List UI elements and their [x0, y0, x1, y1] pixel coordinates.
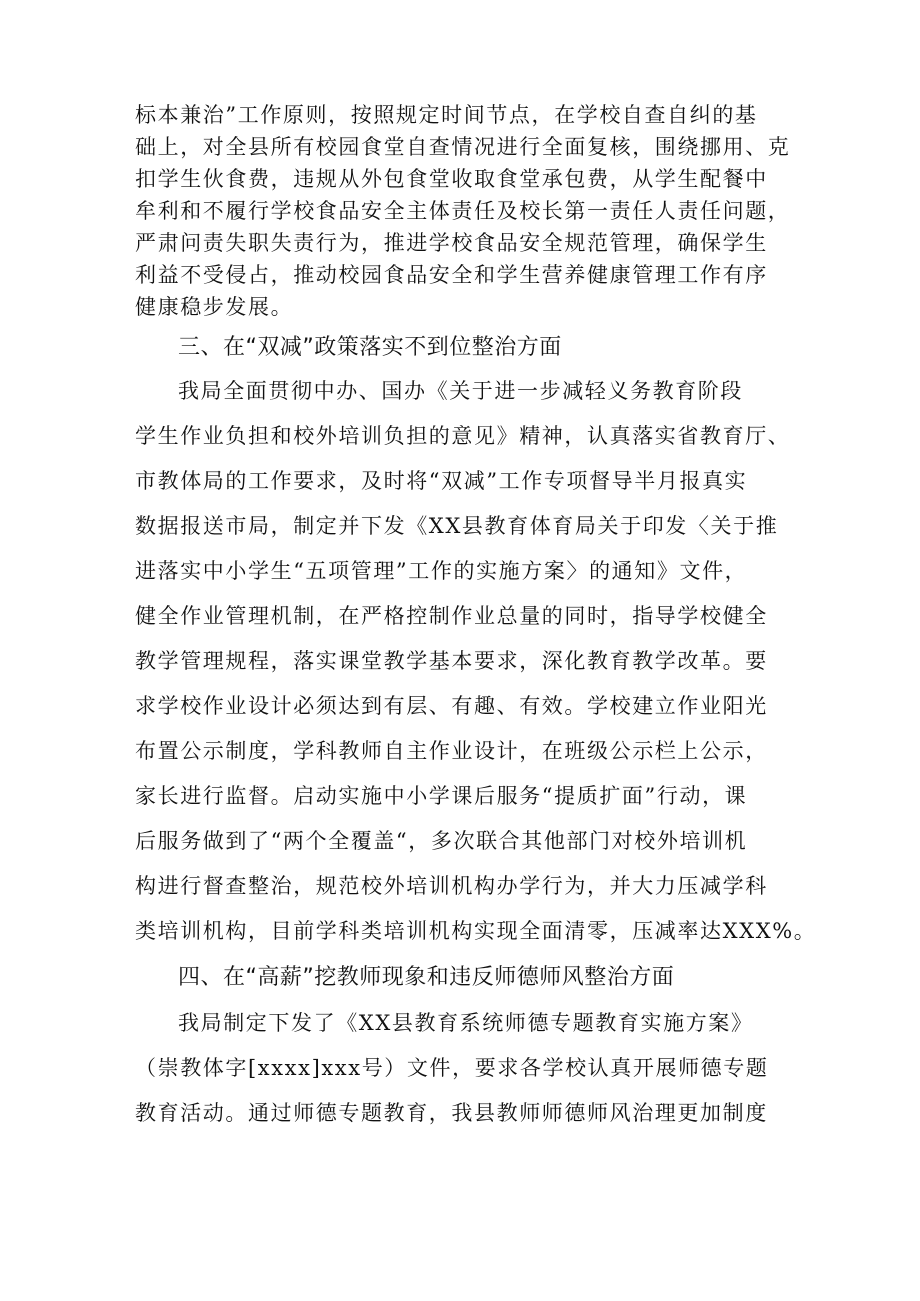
section-heading-3: 三、在“双减”政策落实不到位整治方面	[178, 335, 562, 360]
paragraph-2-line-13: 类培训机构，目前学科类培训机构实现全面清零，压减率达XXX%。	[135, 919, 817, 943]
paragraph-1-line-5: 严肃问责失职失责行为，推进学校食品安全规范管理，确保学生	[135, 231, 768, 255]
paragraph-2-line-5: 进落实中小学生“五项管理”工作的实施方案〉的通知》文件，	[135, 559, 748, 583]
paragraph-2-line-3: 市教体局的工作要求，及时将“双减”工作专项督导半月报真实	[135, 469, 748, 493]
paragraph-1-line-1: 标本兼治”工作原则，按照规定时间节点，在学校自查自纠的基	[135, 103, 758, 127]
paragraph-1-line-3: 扣学生伙食费，违规从外包食堂收取食堂承包费，从学生配餐中	[135, 167, 768, 191]
paragraph-1-line-2: 础上，对全县所有校园食堂自查情况进行全面复核，围绕挪用、克	[135, 135, 791, 159]
paragraph-2-line-11: 后服务做到了“两个全覆盖“，多次联合其他部门对校外培训机	[135, 829, 748, 853]
paragraph-3-line-1: 我局制定下发了《XX县教育系统师德专题教育实施方案》	[178, 1011, 754, 1035]
paragraph-1-line-7: 健康稳步发展。	[135, 295, 294, 319]
section-heading-4: 四、在“高薪”挖教师现象和违反师德师风整治方面	[178, 965, 675, 990]
paragraph-2-line-4: 数据报送市局，制定并下发《XX县教育体育局关于印发〈关于推	[135, 514, 779, 538]
paragraph-2-line-8: 求学校作业设计必须达到有层、有趣、有效。学校建立作业阳光	[135, 694, 768, 718]
paragraph-2-line-6: 健全作业管理机制，在严格控制作业总量的同时，指导学校健全	[135, 604, 768, 628]
paragraph-3-line-2: （崇教体字[xxxx]xxx号）文件，要求各学校认真开展师德专题	[135, 1056, 769, 1080]
paragraph-2-line-1: 我局全面贯彻中办、国办《关于进一步减轻义务教育阶段	[178, 379, 743, 403]
paragraph-3-line-3: 教育活动。通过师德专题教育，我县教师师德师风治理更加制度	[135, 1101, 768, 1125]
paragraph-2-line-9: 布置公示制度，学科教师自主作业设计，在班级公示栏上公示，	[135, 739, 768, 763]
paragraph-2-line-7: 教学管理规程，落实课堂教学基本要求，深化教育教学改革。要	[135, 649, 768, 673]
paragraph-2-line-2: 学生作业负担和校外培训负担的意见》精神，认真落实省教育厅、	[135, 424, 791, 448]
paragraph-1-line-6: 利益不受侵占，推动校园食品安全和学生营养健康管理工作有序	[135, 263, 768, 287]
paragraph-2-line-10: 家长进行监督。启动实施中小学课后服务“提质扩面”行动，课	[135, 784, 748, 808]
paragraph-1-line-4: 牟利和不履行学校食品安全主体责任及校长第一责任人责任问题，	[135, 199, 791, 223]
paragraph-2-line-12: 构进行督查整治，规范校外培训机构办学行为，并大力压减学科	[135, 874, 768, 898]
